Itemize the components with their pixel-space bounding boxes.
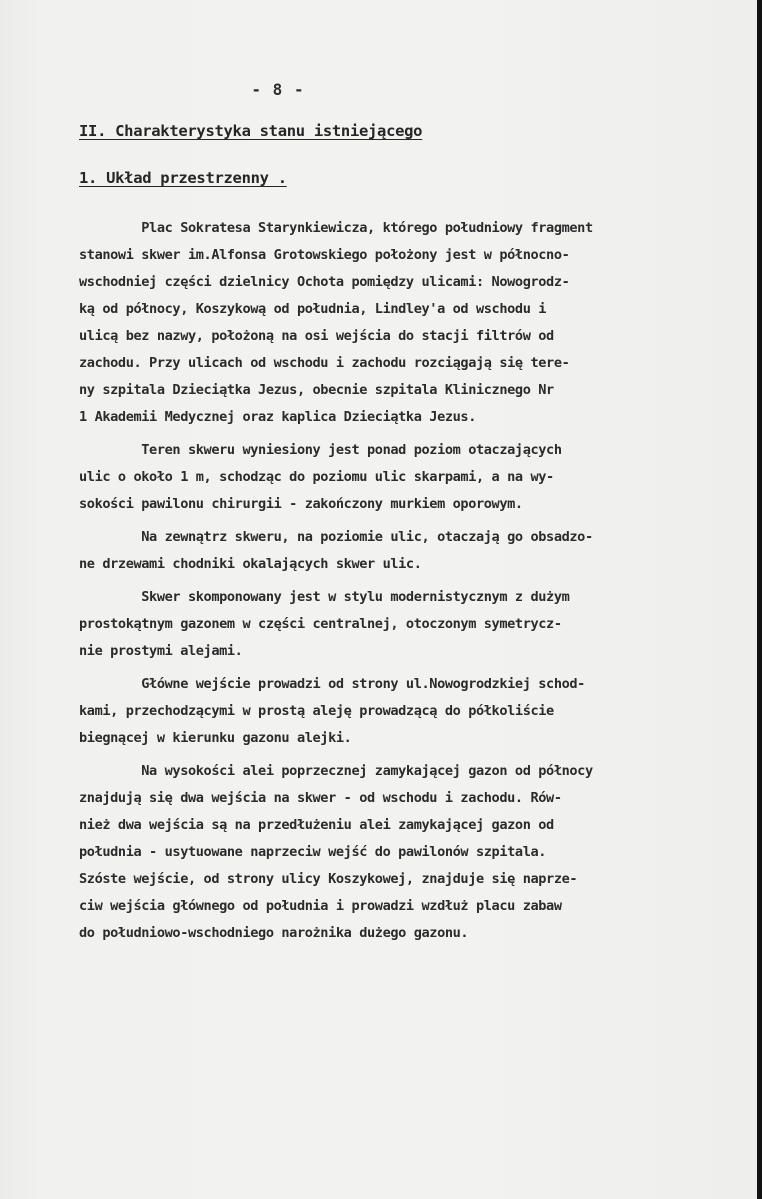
text-line: Na zewnątrz skweru, na poziomie ulic, otaczają go obsadzo- bbox=[79, 529, 593, 545]
section-heading: II. Charakterystyka stanu istniejącego bbox=[79, 122, 423, 140]
text-line: kami, przechodzącymi w prostą aleję prowadzącą do półkoliście bbox=[79, 703, 554, 719]
text-line: biegnącej w kierunku gazonu alejki. bbox=[79, 730, 352, 746]
text-line: Teren skweru wyniesiony jest ponad poziom otaczających bbox=[79, 442, 562, 458]
text-line: 1 Akademii Medycznej oraz kaplica Dzieciątka Jezus. bbox=[79, 409, 476, 425]
text-line: Na wysokości alei poprzecznej zamykającej gazon od północy bbox=[79, 763, 593, 779]
text-line: zachodu. Przy ulicach od wschodu i zachodu rozciągają się tere- bbox=[79, 355, 570, 371]
text-line: znajdują się dwa wejścia na skwer - od wschodu i zachodu. Rów- bbox=[79, 790, 562, 806]
text-line: nie prostymi alejami. bbox=[79, 643, 243, 659]
paragraph bbox=[79, 437, 762, 518]
paragraph bbox=[79, 524, 762, 578]
text-line: południa - usytuowane naprzeciw wejść do pawilonów szpitala. bbox=[79, 844, 547, 860]
body-text bbox=[79, 215, 762, 947]
text-line: do południowo-wschodniego narożnika dużego gazonu. bbox=[79, 925, 469, 941]
text-line: stanowi skwer im.Alfonsa Grotowskiego położony jest w północno- bbox=[79, 247, 570, 263]
text-line: Skwer skomponowany jest w stylu modernistycznym z dużym bbox=[79, 589, 570, 605]
paragraph bbox=[79, 584, 762, 665]
subsection-heading: 1. Układ przestrzenny . bbox=[79, 169, 287, 187]
paragraph bbox=[79, 671, 762, 752]
text-line: wschodniej części dzielnicy Ochota pomiędzy ulicami: Nowogrodz- bbox=[79, 274, 570, 290]
text-line: ny szpitala Dzieciątka Jezus, obecnie szpitala Klinicznego Nr bbox=[79, 382, 554, 398]
paragraph bbox=[79, 215, 762, 431]
text-line: prostokątnym gazonem w części centralnej, otoczonym symetrycz- bbox=[79, 616, 562, 632]
text-line: ciw wejścia głównego od południa i prowadzi wzdłuż placu zabaw bbox=[79, 898, 562, 914]
text-line: Szóste wejście, od strony ulicy Koszykowej, znajduje się naprze- bbox=[79, 871, 578, 887]
text-line: ne drzewami chodniki okalających skwer ulic. bbox=[79, 556, 422, 572]
text-line: Główne wejście prowadzi od strony ul.Nowogrodzkiej schod- bbox=[79, 676, 585, 692]
text-line: ką od północy, Koszykową od południa, Lindley'a od wschodu i bbox=[79, 301, 547, 317]
text-line: ulic o około 1 m, schodząc do poziomu ulic skarpami, a na wy- bbox=[79, 469, 554, 485]
text-line: ulicą bez nazwy, położoną na osi wejścia do stacji filtrów od bbox=[79, 328, 554, 344]
text-line: sokości pawilonu chirurgii - zakończony murkiem oporowym. bbox=[79, 496, 523, 512]
text-line: nież dwa wejścia są na przedłużeniu alei zamykającej gazon od bbox=[79, 817, 554, 833]
text-line: Plac Sokratesa Starynkiewicza, którego południowy fragment bbox=[79, 220, 593, 236]
paragraph bbox=[79, 758, 762, 947]
page-number: - 8 - bbox=[251, 80, 305, 99]
